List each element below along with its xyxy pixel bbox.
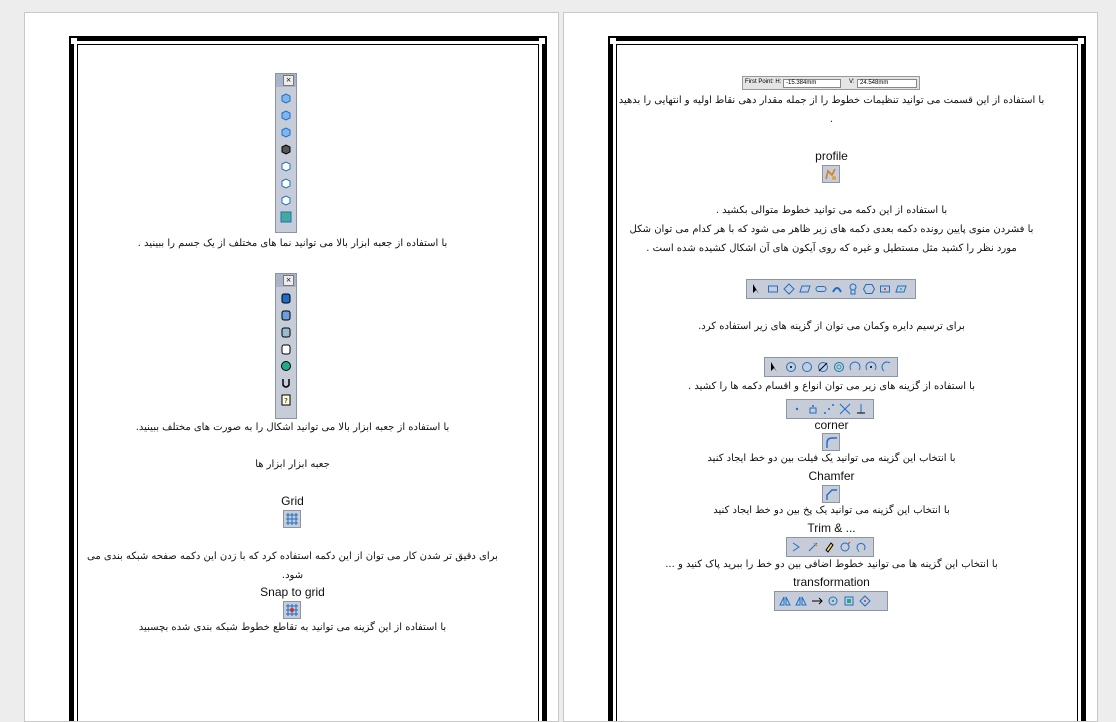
view-cube-icon[interactable] <box>280 160 292 172</box>
rotate-icon[interactable] <box>827 595 839 607</box>
corner-button[interactable] <box>822 433 840 451</box>
paragraph: با فشردن منوی پایین رونده دکمه بعدی دکمه های زیر ظاهر می شود که با هر کدام می توان شکل <box>629 224 1034 235</box>
mirror-icon[interactable] <box>779 595 791 607</box>
shape-render-icon[interactable] <box>280 360 292 372</box>
hexagon-icon[interactable] <box>863 283 875 295</box>
point-icon[interactable] <box>791 403 803 415</box>
view-cube-icon[interactable] <box>280 92 292 104</box>
trim-label: Trim & ... <box>807 521 856 535</box>
paragraph: با انتخاب این گزینه می توانید یک فیلت بین دو خط ایجاد کنید <box>707 453 956 464</box>
transformation-toolbar[interactable] <box>774 591 888 611</box>
circle-icon[interactable] <box>801 361 813 373</box>
view-cube-icon[interactable] <box>280 126 292 138</box>
curved-slot-icon[interactable] <box>831 283 843 295</box>
view-cube-icon[interactable] <box>280 177 292 189</box>
shape-render-icon[interactable] <box>280 292 292 304</box>
keyhole-icon[interactable] <box>847 283 859 295</box>
page-border-frame <box>608 36 1086 722</box>
point-coordinates-icon[interactable] <box>807 403 819 415</box>
snap-grid-icon <box>284 602 300 618</box>
view-cube-icon[interactable] <box>280 194 292 206</box>
paragraph: مورد نظر را کشید مثل مستطیل و غیره که روی آیکون های آن اشکال کشیده شده است . <box>646 243 1017 254</box>
parallelogram-icon[interactable] <box>799 283 811 295</box>
document-page-left <box>24 12 559 722</box>
v-coordinate-input[interactable]: 24.548mm <box>857 79 917 88</box>
predefined-profiles-toolbar[interactable] <box>746 279 916 299</box>
paragraph: با استفاده از این گزینه می توانید به تقاطع خطوط شبکه بندی شده بچسبید <box>138 622 447 633</box>
shape-render-icon[interactable] <box>280 326 292 338</box>
chamfer-icon <box>823 486 839 502</box>
circle-toolbar[interactable] <box>764 357 898 377</box>
paragraph: . <box>829 114 834 125</box>
shape-render-icon[interactable] <box>280 377 292 389</box>
close-icon[interactable]: × <box>283 75 294 86</box>
profile-button[interactable] <box>822 165 840 183</box>
paragraph: شود. <box>281 570 304 581</box>
view-cube-icon[interactable] <box>280 143 292 155</box>
paragraph: با استفاده از جعبه ابزار بالا می توانید اشکال را به صورت های مختلف ببینید. <box>135 422 450 433</box>
snap-to-grid-button[interactable] <box>283 601 301 619</box>
paragraph: با استفاده از جعبه ابزار بالا می توانید نما های مختلف از یک جسم را ببینید . <box>137 238 448 249</box>
translate-icon[interactable] <box>811 595 823 607</box>
relimitation-toolbar[interactable] <box>786 537 874 557</box>
shape-render-icon[interactable] <box>280 343 292 355</box>
view-toolbar[interactable] <box>275 73 297 233</box>
complement-icon[interactable] <box>855 541 867 553</box>
transformation-label: transformation <box>793 575 870 589</box>
chamfer-label: Chamfer <box>808 469 855 483</box>
profile-label: profile <box>815 149 848 163</box>
intersection-point-icon[interactable] <box>839 403 851 415</box>
scale-icon[interactable] <box>843 595 855 607</box>
paragraph: با انتخاب این گزینه می توانید یک پخ بین دو خط ایجاد کنید <box>713 505 950 516</box>
close-arc-icon[interactable] <box>839 541 851 553</box>
centered-parallelogram-icon[interactable] <box>895 283 907 295</box>
symmetry-icon[interactable] <box>795 595 807 607</box>
profile-icon <box>823 166 839 182</box>
corner-label: corner <box>814 418 849 432</box>
rectangle-icon[interactable] <box>767 283 779 295</box>
shape-render-icon[interactable] <box>280 394 292 406</box>
point-toolbar[interactable] <box>786 399 874 419</box>
section-heading: جعبه ابزار ابزار ها <box>255 459 330 470</box>
paragraph: برای دقیق تر شدن کار می توان از این دکمه استفاده کرد که با زدن این دکمه صفحه شبکه بندی می <box>87 551 498 562</box>
arc-icon[interactable] <box>865 361 877 373</box>
arrow-icon[interactable] <box>751 283 763 295</box>
slot-icon[interactable] <box>815 283 827 295</box>
h-coordinate-input[interactable]: -15.384mm <box>783 79 841 88</box>
trim-icon[interactable] <box>791 541 803 553</box>
grid-label: Grid <box>281 494 304 508</box>
paragraph: برای ترسیم دایره وکمان می توان از گزینه های زیر استفاده کرد. <box>698 321 965 332</box>
circle-icon[interactable] <box>785 361 797 373</box>
close-icon[interactable]: × <box>283 275 294 286</box>
diamond-icon[interactable] <box>783 283 795 295</box>
view-cube-icon[interactable] <box>280 211 292 223</box>
centered-rectangle-icon[interactable] <box>879 283 891 295</box>
document-page-right <box>563 12 1098 722</box>
sketch-coordinates-toolbar[interactable] <box>742 76 920 90</box>
circle-icon[interactable] <box>817 361 829 373</box>
view-cube-icon[interactable] <box>280 109 292 121</box>
paragraph: با انتخاب این گزینه ها می توانید خطوط اضافی بین دو خط را ببرید پاک کنید و ... <box>665 559 998 570</box>
quick-trim-icon[interactable] <box>823 541 835 553</box>
paragraph: با استفاده از این دکمه می توانید خطوط متوالی بکشید . <box>715 205 948 216</box>
page-border-frame <box>69 36 547 722</box>
grid-icon <box>284 511 300 527</box>
paragraph: با استفاده از این قسمت می توانید تنظیمات خطوط را از جمله مقدار دهی نقاط اولیه و انتهایی را بدهید <box>618 95 1045 106</box>
offset-icon[interactable] <box>859 595 871 607</box>
chamfer-button[interactable] <box>822 485 840 503</box>
grid-button[interactable] <box>283 510 301 528</box>
equidistant-points-icon[interactable] <box>823 403 835 415</box>
break-icon[interactable] <box>807 541 819 553</box>
circle-icon[interactable] <box>833 361 845 373</box>
paragraph: با استفاده از گزینه های زیر می توان انواع و اقسام دکمه ها را کشید . <box>687 381 975 392</box>
snap-to-grid-label: Snap to grid <box>260 585 325 599</box>
corner-icon <box>823 434 839 450</box>
arc-icon[interactable] <box>881 361 893 373</box>
arrow-icon[interactable] <box>769 361 781 373</box>
v-label: V: <box>849 79 855 85</box>
projection-point-icon[interactable] <box>855 403 867 415</box>
arc-icon[interactable] <box>849 361 861 373</box>
render-style-toolbar[interactable] <box>275 273 297 419</box>
svg-text:?: ? <box>284 397 288 405</box>
first-point-label: First Point: H: <box>745 79 782 85</box>
shape-render-icon[interactable] <box>280 309 292 321</box>
